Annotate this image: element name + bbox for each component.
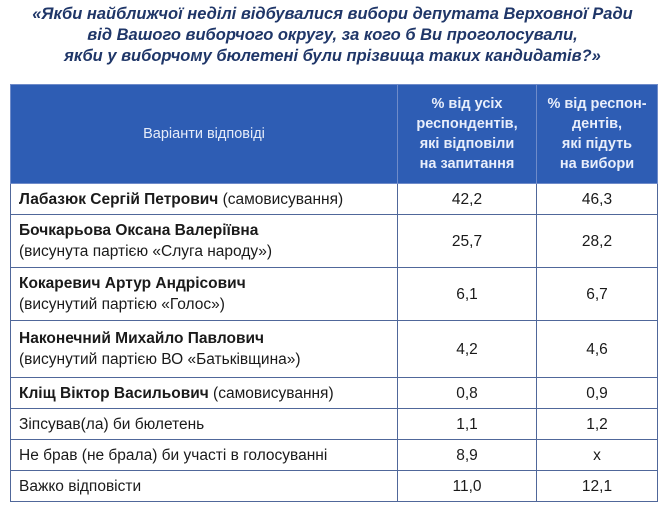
table-row (11, 440, 658, 471)
value-voters: 6,7 (537, 268, 658, 321)
header-voters: % від респон- дентів, які підуть на вибори (537, 85, 658, 184)
answer-cell (11, 321, 398, 378)
candidate-note: (самовисування) (208, 384, 334, 402)
table-row (11, 378, 658, 409)
answer-cell: Зіпсував(ла) би бюлетень (11, 409, 398, 440)
header-all-respondents: % від усіх респондентів, які відповіли на запитання (398, 85, 537, 184)
title-line: від Вашого виборчого округу, за кого б Ви проголосували, (87, 26, 578, 44)
candidate-note: (висунута партією «Слуга народу») (19, 243, 273, 260)
candidate-note: (висунутий партією ВО «Батьківщина») (19, 351, 301, 368)
title-line: «Якби найближчої неділі відбувалися вибори депутата Верховної Ради (32, 5, 633, 23)
answer-cell (11, 215, 398, 268)
answer-cell: Не брав (не брала) би участі в голосуванні (11, 440, 398, 471)
answer-cell (11, 268, 398, 321)
table-row (11, 471, 658, 502)
value-voters: 28,2 (537, 215, 658, 268)
results-table (10, 84, 658, 502)
candidate-name: Лабазюк Сергій Петрович (19, 190, 219, 208)
candidate-name: Кокаревич Артур Андрісович (19, 275, 246, 292)
value-all-respondents: 1,1 (398, 409, 537, 440)
value-voters: x (537, 440, 658, 471)
header-row (11, 85, 658, 184)
value-voters: 0,9 (537, 378, 658, 409)
value-all-respondents: 11,0 (398, 471, 537, 502)
value-all-respondents: 6,1 (398, 268, 537, 321)
table-row (11, 184, 658, 215)
answer-cell (11, 184, 398, 215)
answer-cell: Важко відповісти (11, 471, 398, 502)
value-all-respondents: 42,2 (398, 184, 537, 215)
title-line: якби у виборчому бюлетені були прізвища таких кандидатів?» (64, 47, 601, 65)
header-answer-options: Варіанти відповіді (11, 85, 398, 184)
candidate-name: Бочкарьова Оксана Валеріївна (19, 222, 259, 239)
answer-cell (11, 378, 398, 409)
table-row (11, 268, 658, 321)
value-all-respondents: 25,7 (398, 215, 537, 268)
value-voters: 12,1 (537, 471, 658, 502)
value-voters: 46,3 (537, 184, 658, 215)
table-row (11, 321, 658, 378)
value-voters: 4,6 (537, 321, 658, 378)
candidate-name: Наконечний Михайло Павлович (19, 330, 265, 347)
candidate-note: (висунутий партією «Голос») (19, 296, 225, 313)
survey-question-title (0, 4, 665, 67)
value-all-respondents: 0,8 (398, 378, 537, 409)
value-all-respondents: 4,2 (398, 321, 537, 378)
value-voters: 1,2 (537, 409, 658, 440)
candidate-note: (самовисування) (218, 190, 344, 208)
table-row (11, 409, 658, 440)
table-row (11, 215, 658, 268)
value-all-respondents: 8,9 (398, 440, 537, 471)
candidate-name: Кліщ Віктор Васильович (19, 384, 209, 402)
